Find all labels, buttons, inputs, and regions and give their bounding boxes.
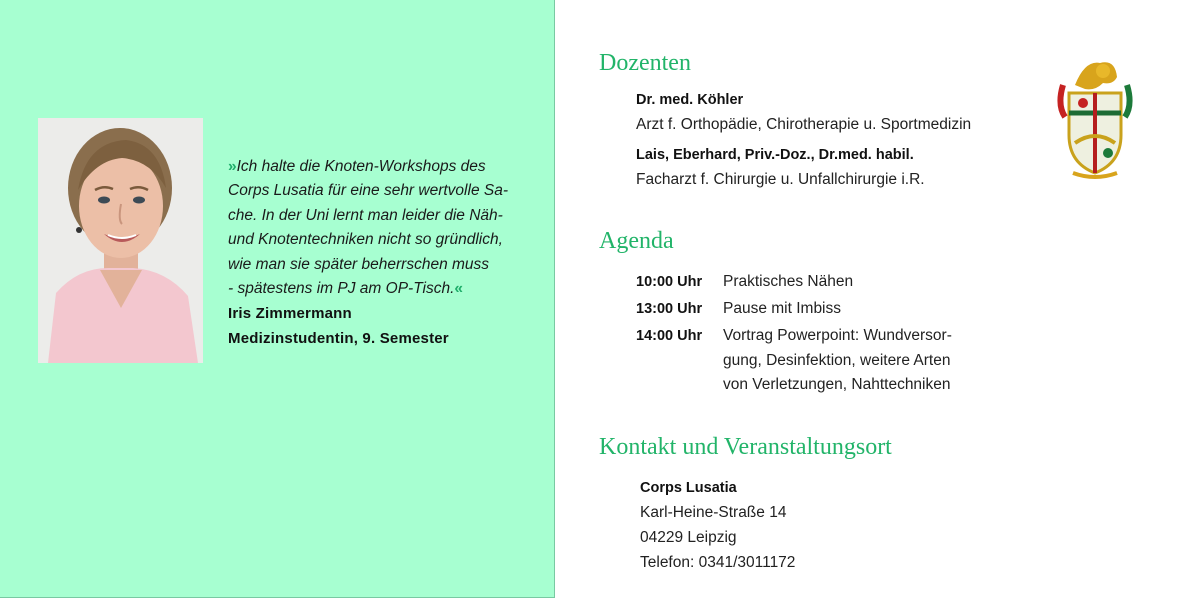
quote-open-mark: »	[228, 158, 237, 175]
testimonial-quote	[228, 155, 528, 301]
contact-street: Karl-Heine-Straße 14	[640, 504, 787, 521]
agenda-item-line: Vortrag Powerpoint: Wundversor-	[723, 327, 952, 344]
portrait-photo	[38, 118, 203, 363]
contact-phone: Telefon: 0341/3011172	[640, 554, 796, 571]
quote-line: - spätestens im PJ am OP-Tisch.	[228, 280, 455, 298]
agenda-item	[723, 324, 952, 398]
lecturer-name: Lais, Eberhard, Priv.-Doz., Dr.med. habil.	[636, 147, 914, 163]
agenda-item-line: Praktisches Nähen	[723, 273, 854, 290]
quote-line: Ich halte die Knoten-Workshops des	[236, 158, 486, 175]
portrait-illustration	[38, 118, 203, 363]
agenda-time: 10:00 Uhr	[636, 274, 703, 290]
lecturer-role: Arzt f. Orthopädie, Chirotherapie u. Sportmedizin	[636, 116, 972, 133]
agenda-item-line: Pause mit Imbiss	[723, 300, 842, 317]
section-title-kontakt: Kontakt und Veranstaltungsort	[599, 434, 892, 460]
lecturer-role: Facharzt f. Chirurgie u. Unfallchirurgie i.R.	[636, 171, 925, 188]
agenda-time: 14:00 Uhr	[636, 328, 703, 344]
agenda-item	[723, 297, 841, 322]
quote-line: wie man sie später beherrschen muss	[228, 255, 490, 273]
section-title-dozenten: Dozenten	[599, 50, 691, 76]
quote-close-mark: «	[454, 280, 464, 298]
lecturer-name: Dr. med. Köhler	[636, 92, 744, 108]
agenda-item	[723, 270, 853, 295]
quote-line: Corps Lusatia für eine sehr wertvolle Sa-	[228, 182, 508, 200]
coat-of-arms-icon	[1055, 55, 1135, 180]
contact-org: Corps Lusatia	[640, 480, 737, 496]
author-name: Iris Zimmermann	[228, 305, 352, 322]
contact-city: 04229 Leipzig	[640, 529, 737, 546]
author-role: Medizinstudentin, 9. Semester	[228, 329, 449, 347]
agenda-item-line: gung, Desinfektion, weitere Arten	[723, 351, 951, 369]
quote-line: che. In der Uni lernt man leider die Näh-	[228, 206, 503, 224]
quote-line: und Knotentechniken nicht so gründlich,	[228, 231, 503, 249]
agenda-item-line: von Verletzungen, Nahttechniken	[723, 376, 951, 393]
left-panel	[0, 0, 555, 598]
section-title-agenda: Agenda	[599, 228, 674, 254]
quote-author	[228, 302, 449, 351]
agenda-time: 13:00 Uhr	[636, 301, 703, 317]
